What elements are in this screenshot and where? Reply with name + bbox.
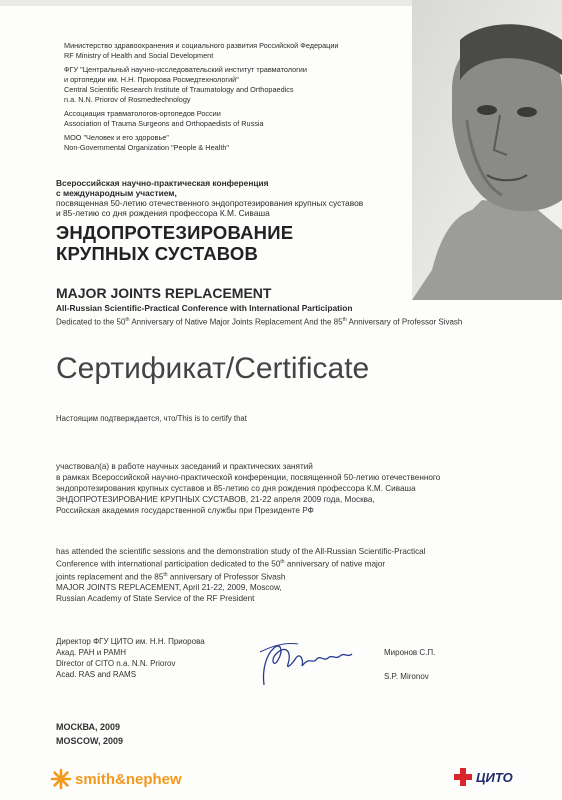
attendance-en-line: [56, 557, 516, 570]
conference-ru-line3: посвященная 50-летию отечественного эндопротезирования крупных суставов: [56, 198, 364, 208]
signatory-name-en: S.P. Mironov: [384, 672, 429, 681]
org-ministry-ru: Министерство здравоохранения и социального развития Российской Федерации: [64, 41, 339, 50]
attendance-en-sup: th: [280, 559, 285, 565]
org-association: [64, 109, 424, 129]
attendance-ru-line: в рамках Всероссийской научно-практической конференции, посвященной 50-летию отечественного: [56, 473, 441, 482]
attendance-en-line: [56, 570, 516, 583]
attendance-ru-line: эндопротезирования крупных суставов и 85-летию со дня рождения профессора К.М. Сиваша: [56, 484, 416, 493]
title-ru-line1: ЭНДОПРОТЕЗИРОВАНИЕ: [56, 222, 294, 243]
conference-subtitle-en: All-Russian Scientific-Practical Conference with International Participation: [56, 303, 353, 313]
dedication-sup1: th: [125, 317, 130, 323]
conference-description-ru: [56, 178, 436, 218]
org-association-en: Association of Trauma Surgeons and Orthopaedists of Russia: [64, 119, 264, 128]
cito-wordmark: ЦИТО: [476, 769, 513, 785]
org-ngo-en: Non-Governmental Organization "People & Health": [64, 143, 229, 152]
signatory-title-ru2: Акад. РАН и РАМН: [56, 648, 126, 657]
org-cito-ru-line2: и ортопедии им. Н.Н. Приорова Росмедтехнологий": [64, 75, 239, 84]
org-ministry-en: RF Ministry of Health and Social Development: [64, 51, 214, 60]
cito-logo: [452, 766, 513, 788]
org-association-ru: Ассоциация травматологов-ортопедов России: [64, 109, 221, 118]
attendance-text-ru: [56, 461, 516, 516]
certificate-heading: Сертификат/Certificate: [56, 352, 370, 385]
org-cito-en-line1: Central Scientific Research Institute of Traumatology and Orthopaedics: [64, 85, 294, 94]
attendance-en-part: Conference with international participation dedicated to the 50: [56, 559, 281, 569]
conference-title-ru: [56, 222, 293, 264]
conference-ru-line1: Всероссийская научно-практическая конференция: [56, 178, 269, 188]
place-ru: МОСКВА, 2009: [56, 722, 121, 732]
org-cito: [64, 65, 424, 105]
dedication-en: [56, 317, 462, 327]
dedication-sup2: th: [342, 317, 347, 323]
dedication-part3: Anniversary of Professor Sivash: [346, 317, 463, 327]
org-ngo: [64, 133, 424, 153]
org-cito-en-line2: n.a. N.N. Priorov of Rosmedtechnology: [64, 95, 191, 104]
attendance-ru-line: ЭНДОПРОТЕЗИРОВАНИЕ КРУПНЫХ СУСТАВОВ, 21-22 апреля 2009 года, Москва,: [56, 495, 375, 504]
organizations-list: [64, 41, 424, 157]
smith-nephew-wordmark: smith&nephew: [75, 770, 182, 788]
conference-ru-line2: с международным участием,: [56, 188, 177, 198]
attendance-en-part: anniversary of Professor Sivash: [167, 572, 286, 582]
dedication-part1: Dedicated to the 50: [56, 317, 126, 327]
attendance-ru-line: Российская академия государственной службы при Президенте РФ: [56, 506, 314, 515]
attendance-ru-line: участвовал(а) в работе научных заседаний и практических занятий: [56, 462, 313, 471]
smith-nephew-logo: [50, 768, 182, 790]
conference-title-en: MAJOR JOINTS REPLACEMENT: [56, 285, 272, 301]
org-ministry: [64, 41, 424, 61]
medical-cross-icon: [452, 766, 474, 788]
org-cito-ru-line1: ФГУ "Центральный научно-исследовательский институт травматологии: [64, 65, 307, 74]
signatory-title: [56, 636, 205, 680]
attendance-en-part: joints replacement and the 85: [56, 572, 164, 582]
org-ngo-ru: МОО "Человек и его здоровье": [64, 133, 169, 142]
portrait-photo: [412, 0, 562, 300]
attendance-en-line: has attended the scientific sessions and the demonstration study of the All-Russian Scientific-Practical: [56, 547, 426, 556]
dedication-part2: Anniversary of Native Major Joints Replacement And the 85: [129, 317, 343, 327]
signatory-title-en2: Acad. RAS and RAMS: [56, 670, 137, 679]
place-en: MOSCOW, 2009: [56, 736, 124, 746]
handwritten-signature: [252, 630, 362, 690]
attendance-en-sup: th: [163, 571, 168, 578]
signatory-title-ru1: Директор ФГУ ЦИТО им. Н.Н. Приорова: [56, 637, 205, 646]
conference-ru-line4: и 85-летию со дня рождения профессора К.М. Сиваша: [56, 208, 270, 218]
attendance-en-part: anniversary of native major: [284, 559, 386, 569]
title-ru-line2: КРУПНЫХ СУСТАВОВ: [56, 243, 259, 264]
attendance-en-line: Russian Academy of State Service of the RF President: [56, 594, 255, 604]
attendance-text-en: [56, 546, 516, 604]
signatory-title-en1: Director of CITO n.a. N.N. Priorov: [56, 659, 176, 668]
signatory-name-ru: Миронов С.П.: [384, 648, 436, 657]
starburst-icon: [50, 768, 72, 790]
attendance-en-line: MAJOR JOINTS REPLACEMENT, April 21-22, 2009, Moscow,: [56, 583, 282, 593]
certify-line: Настоящим подтверждается, что/This is to certify that: [56, 414, 247, 423]
place-and-date: [56, 720, 123, 748]
